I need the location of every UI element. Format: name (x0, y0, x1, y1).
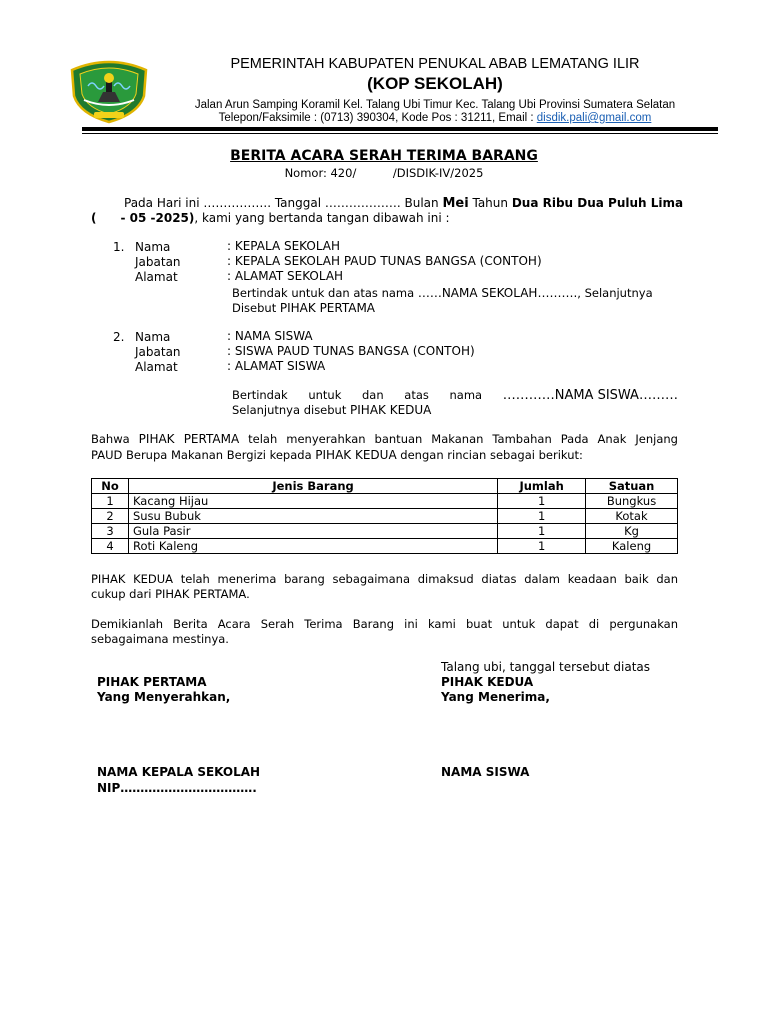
party-1-jabatan-label: Jabatan (135, 255, 181, 269)
party-2-note-word: atas (404, 388, 429, 402)
place-date: Talang ubi, tanggal tersebut diatas (441, 660, 651, 674)
party-1-note-text: Bertindak untuk dan atas nama (232, 286, 418, 300)
cell-quantity: 1 (498, 539, 586, 554)
letterhead-rule-thick (82, 127, 718, 131)
letterhead-line-4 (150, 112, 720, 124)
cell-no: 4 (92, 539, 129, 554)
email-link[interactable]: disdik.pali@gmail.com (536, 112, 652, 124)
letterhead-line-2: (KOP SEKOLAH) (367, 74, 503, 93)
party-1-note-line-1 (232, 286, 653, 300)
party-2-nama-label: Nama (135, 330, 171, 344)
statement-text-1: Bahwa (91, 432, 139, 446)
statement-line-1 (91, 432, 678, 446)
party-1-jabatan-value: : KEPALA SEKOLAH PAUD TUNAS BANGSA (CONTOH) (227, 254, 542, 268)
party-2-note-word: untuk (308, 388, 342, 402)
party-2-note-line-1 (232, 388, 678, 403)
statement-party-1: PIHAK PERTAMA (138, 432, 240, 446)
party-2-note-word: Bertindak (232, 388, 288, 402)
document-title: BERITA ACARA SERAH TERIMA BARANG (230, 148, 538, 164)
letterhead-rule-thin (82, 133, 718, 134)
table-row (92, 524, 678, 539)
left-signatory-sub: Yang Menyerahkan, (97, 690, 231, 704)
party-2-jabatan-label: Jabatan (135, 345, 181, 359)
right-signatory-name: NAMA SISWA (441, 765, 530, 779)
column-header-unit: Satuan (586, 479, 678, 494)
cell-item: Kacang Hijau (128, 494, 497, 509)
closing-paragraph-line-2: sebagaimana mestinya. (91, 632, 229, 646)
closing-paragraph-line-1: Demikianlah Berita Acara Serah Terima Barang ini kami buat untuk dapat di pergunakan (91, 617, 678, 631)
party-2-nama-value: : NAMA SISWA (227, 329, 313, 343)
statement-text-3: PAUD Berupa Makanan Bergizi kepada (91, 448, 316, 462)
intro-text-2: Tahun (468, 196, 512, 210)
party-1-role: PIHAK PERTAMA (279, 301, 376, 315)
items-table (91, 478, 678, 554)
party-2-student-name: …………NAMA SISWA……… (502, 388, 678, 403)
statement-line-2 (91, 448, 583, 462)
party-1-alamat-label: Alamat (135, 270, 178, 284)
party-1-note-text-3: Disebut (232, 301, 280, 315)
cell-quantity: 1 (498, 509, 586, 524)
party-2-note-word: dan (362, 388, 384, 402)
right-signatory-role: PIHAK KEDUA (441, 675, 534, 689)
party-1-nama-label: Nama (135, 240, 171, 254)
party-2-role: PIHAK KEDUA (350, 403, 432, 417)
intro-line-1 (124, 196, 683, 211)
party-1-org-name: ……NAMA SEKOLAH………. (417, 286, 578, 300)
contact-info: Telepon/Faksimile : (0713) 390304, Kode Pos : 31211, Email : (218, 112, 537, 124)
cell-no: 2 (92, 509, 129, 524)
party-2-note-word: nama (449, 388, 483, 402)
cell-quantity: 1 (498, 524, 586, 539)
cell-unit: Kaleng (586, 539, 678, 554)
statement-text-4: dengan rincian sebagai berikut: (396, 448, 583, 462)
cell-quantity: 1 (498, 494, 586, 509)
intro-text-3: , kami yang bertanda tangan dibawah ini : (194, 211, 450, 225)
party-1-note-text-2: , Selanjutnya (577, 286, 653, 300)
column-header-item: Jenis Barang (128, 479, 497, 494)
document-number: Nomor: 420/ /DISDIK-IV/2025 (284, 166, 484, 180)
cell-no: 3 (92, 524, 129, 539)
cell-item: Gula Pasir (128, 524, 497, 539)
party-2-alamat-value: : ALAMAT SISWA (227, 359, 326, 373)
table-row (92, 509, 678, 524)
letterhead-line-1: PEMERINTAH KABUPATEN PENUKAL ABAB LEMATANG ILIR (230, 56, 640, 72)
table-row (92, 539, 678, 554)
cell-item: Roti Kaleng (128, 539, 497, 554)
right-signatory-sub: Yang Menerima, (441, 690, 550, 704)
cell-unit: Kg (586, 524, 678, 539)
year-value: Dua Ribu Dua Puluh Lima (511, 196, 684, 210)
left-signatory-name: NAMA KEPALA SEKOLAH (97, 765, 261, 779)
statement-party-2: PIHAK KEDUA (315, 448, 397, 462)
left-signatory-role: PIHAK PERTAMA (97, 675, 207, 689)
cell-unit: Bungkus (586, 494, 678, 509)
regency-logo (68, 56, 150, 124)
receipt-paragraph-line-2: cukup dari PIHAK PERTAMA. (91, 587, 250, 601)
party-1-number: 1. (113, 240, 125, 254)
column-header-no: No (92, 479, 129, 494)
party-2-note-line-2 (232, 403, 431, 417)
statement-text-2: telah menyerahkan bantuan Makanan Tambahan Pada Anak Jenjang (239, 432, 678, 446)
table-header-row (92, 479, 678, 494)
letterhead-line-3: Jalan Arun Samping Koramil Kel. Talang Ubi Timur Kec. Talang Ubi Provinsi Sumatera Selatan (194, 99, 676, 111)
intro-text-1: Pada Hari ini …………….. Tanggal ………………. Bulan (124, 196, 443, 210)
date-open-paren: ( (91, 211, 97, 225)
cell-item: Susu Bubuk (128, 509, 497, 524)
table-row (92, 494, 678, 509)
party-2-number: 2. (113, 330, 125, 344)
date-value: - 05 -2025) (120, 211, 195, 225)
cell-unit: Kotak (586, 509, 678, 524)
cell-no: 1 (92, 494, 129, 509)
column-header-quantity: Jumlah (498, 479, 586, 494)
party-1-alamat-value: : ALAMAT SEKOLAH (227, 269, 344, 283)
left-signatory-nip: NIP……………………………. (97, 781, 257, 795)
intro-line-2 (91, 211, 450, 225)
month-value: Mei (442, 196, 469, 211)
party-2-note-text: Selanjutnya disebut (232, 403, 351, 417)
party-1-nama-value: : KEPALA SEKOLAH (227, 239, 341, 253)
party-1-note-line-2 (232, 301, 375, 315)
party-2-alamat-label: Alamat (135, 360, 178, 374)
party-2-jabatan-value: : SISWA PAUD TUNAS BANGSA (CONTOH) (227, 344, 475, 358)
receipt-paragraph-line-1: PIHAK KEDUA telah menerima barang sebagaimana dimaksud diatas dalam keadaan baik dan (91, 572, 678, 586)
